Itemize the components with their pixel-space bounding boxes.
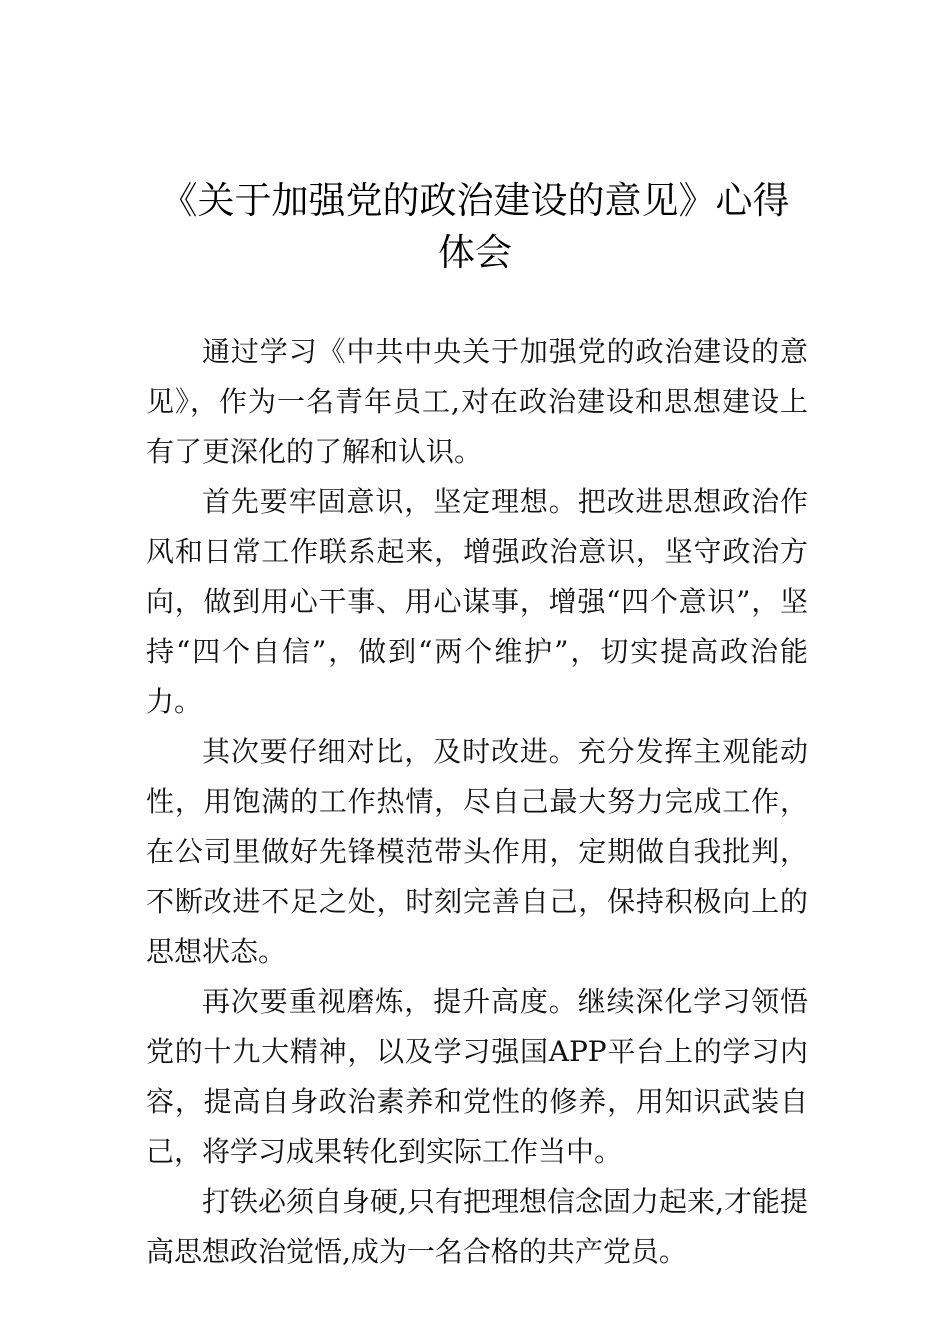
document-title: 《关于加强党的政治建设的意见》心得体会: [160, 179, 790, 274]
document-body: [146, 327, 808, 1277]
paragraph: 其次要仔细对比，及时改进。充分发挥主观能动性，用饱满的工作热情，尽自己最大努力完成工作，在公司里做好先锋模范带头作用，定期做自我批判，不断改进不足之处，时刻完善自己，保持积极向上的思想状态。: [146, 735, 808, 968]
paragraph: 首先要牢固意识，坚定理想。把改进思想政治作风和日常工作联系起来，增强政治意识，坚守政治方向，做到用心干事、用心谋事，增强“四个意识”，坚持“四个自信”，做到“两个维护”，切实提高政治能力。: [146, 485, 808, 718]
paragraph: 再次要重视磨炼，提升高度。继续深化学习领悟党的十九大精神，以及学习强国APP平台上的学习内容，提高自身政治素养和党性的修养，用知识武装自己，将学习成果转化到实际工作当中。: [146, 985, 808, 1168]
paragraph: 打铁必须自身硬,只有把理想信念固力起来,才能提高思想政治觉悟,成为一名合格的共产党员。: [146, 1185, 808, 1268]
paragraph: 通过学习《中共中央关于加强党的政治建设的意见》，作为一名青年员工,对在政治建设和思想建设上有了更深化的了解和认识。: [146, 335, 808, 468]
